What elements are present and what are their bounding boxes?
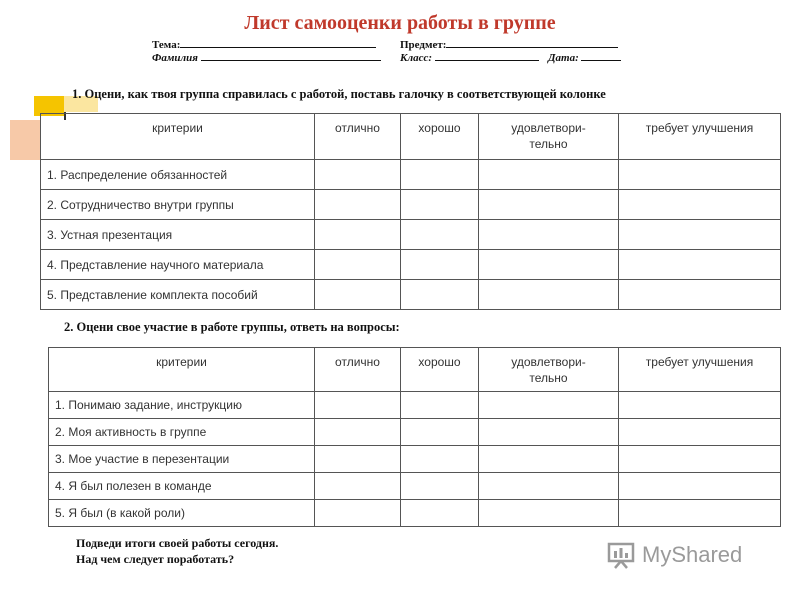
criterion-cell: 2. Моя активность в группе xyxy=(49,419,315,446)
mark-cell-good[interactable] xyxy=(401,500,479,527)
topic-line xyxy=(152,38,376,51)
mark-cell-excellent[interactable] xyxy=(315,250,401,280)
mark-cell-excellent[interactable] xyxy=(315,473,401,500)
mark-cell-needs-improvement[interactable] xyxy=(619,500,781,527)
group-evaluation-table xyxy=(40,113,781,310)
page-title: Лист самооценки работы в группе xyxy=(244,12,556,34)
mark-cell-satisfactory[interactable] xyxy=(479,280,619,310)
header-satisfactory: удовлетвори- тельно xyxy=(479,348,619,392)
mark-cell-satisfactory[interactable] xyxy=(479,392,619,419)
date-label: Дата: xyxy=(548,52,579,64)
header-criteria: критерии xyxy=(41,114,315,160)
mark-cell-good[interactable] xyxy=(401,392,479,419)
criterion-cell: 1. Распределение обязанностей xyxy=(41,160,315,190)
mark-cell-needs-improvement[interactable] xyxy=(619,220,781,250)
table-row xyxy=(41,190,781,220)
header-needs-improvement: требует улучшения xyxy=(619,348,781,392)
subject-blank xyxy=(446,38,618,48)
mark-cell-satisfactory[interactable] xyxy=(479,190,619,220)
criterion-cell: 3. Устная презентация xyxy=(41,220,315,250)
mark-cell-excellent[interactable] xyxy=(315,280,401,310)
criterion-cell: 5. Представление комплекта пособий xyxy=(41,280,315,310)
table-row xyxy=(49,392,781,419)
class-blank xyxy=(435,51,539,61)
watermark-logo xyxy=(606,538,742,572)
subject-label: Предмет: xyxy=(400,39,447,51)
surname-blank xyxy=(201,51,381,61)
header-good: хорошо xyxy=(401,348,479,392)
mark-cell-needs-improvement[interactable] xyxy=(619,280,781,310)
mark-cell-needs-improvement[interactable] xyxy=(619,250,781,280)
mark-cell-satisfactory[interactable] xyxy=(479,500,619,527)
header-excellent: отлично xyxy=(315,348,401,392)
section1-question: 1. Оцени, как твоя группа справилась с работой, поставь галочку в соответствующей колонке xyxy=(72,87,606,101)
date-blank xyxy=(581,51,621,61)
mark-cell-excellent[interactable] xyxy=(315,392,401,419)
mark-cell-good[interactable] xyxy=(401,220,479,250)
mark-cell-needs-improvement[interactable] xyxy=(619,392,781,419)
topic-label: Тема: xyxy=(152,39,181,51)
presentation-board-icon xyxy=(606,540,636,570)
criterion-cell: 4. Представление научного материала xyxy=(41,250,315,280)
mark-cell-needs-improvement[interactable] xyxy=(619,190,781,220)
table-row xyxy=(41,250,781,280)
table-header-row xyxy=(41,114,781,160)
mark-cell-good[interactable] xyxy=(401,446,479,473)
mark-cell-needs-improvement[interactable] xyxy=(619,473,781,500)
criterion-cell: 4. Я был полезен в команде xyxy=(49,473,315,500)
table-header-row xyxy=(49,348,781,392)
mark-cell-excellent[interactable] xyxy=(315,446,401,473)
date-line xyxy=(548,51,621,64)
topic-blank xyxy=(180,38,376,48)
mark-cell-good[interactable] xyxy=(401,190,479,220)
class-label: Класс: xyxy=(400,52,433,64)
header-needs-improvement: требует улучшения xyxy=(619,114,781,160)
mark-cell-good[interactable] xyxy=(401,473,479,500)
criterion-cell: 1. Понимаю задание, инструкцию xyxy=(49,392,315,419)
mark-cell-satisfactory[interactable] xyxy=(479,419,619,446)
mark-cell-needs-improvement[interactable] xyxy=(619,446,781,473)
mark-cell-satisfactory[interactable] xyxy=(479,160,619,190)
mark-cell-needs-improvement[interactable] xyxy=(619,160,781,190)
mark-cell-needs-improvement[interactable] xyxy=(619,419,781,446)
surname-line xyxy=(152,51,381,64)
class-line xyxy=(400,51,539,64)
mark-cell-excellent[interactable] xyxy=(315,190,401,220)
mark-cell-satisfactory[interactable] xyxy=(479,473,619,500)
table-row xyxy=(49,500,781,527)
summary-prompt xyxy=(76,535,278,567)
subject-line xyxy=(400,38,618,51)
mark-cell-satisfactory[interactable] xyxy=(479,446,619,473)
table-row xyxy=(49,446,781,473)
header-excellent: отлично xyxy=(315,114,401,160)
table-row xyxy=(41,280,781,310)
mark-cell-good[interactable] xyxy=(401,280,479,310)
mark-cell-good[interactable] xyxy=(401,250,479,280)
watermark-text: MyShared xyxy=(642,542,743,567)
header-good: хорошо xyxy=(401,114,479,160)
self-evaluation-table xyxy=(48,347,781,527)
table-row xyxy=(49,473,781,500)
section2-question: 2. Оцени свое участие в работе группы, ответь на вопросы: xyxy=(64,320,400,334)
criterion-cell: 5. Я был (в какой роли) xyxy=(49,500,315,527)
header-satisfactory: удовлетвори- тельно xyxy=(479,114,619,160)
table-row xyxy=(41,160,781,190)
criterion-cell: 3. Мое участие в перезентации xyxy=(49,446,315,473)
mark-cell-excellent[interactable] xyxy=(315,160,401,190)
mark-cell-satisfactory[interactable] xyxy=(479,250,619,280)
mark-cell-excellent[interactable] xyxy=(315,220,401,250)
summary-line-2: Над чем следует поработать? xyxy=(76,552,235,566)
mark-cell-satisfactory[interactable] xyxy=(479,220,619,250)
header-criteria: критерии xyxy=(49,348,315,392)
mark-cell-excellent[interactable] xyxy=(315,500,401,527)
table-row xyxy=(41,220,781,250)
table-row xyxy=(49,419,781,446)
mark-cell-good[interactable] xyxy=(401,419,479,446)
mark-cell-excellent[interactable] xyxy=(315,419,401,446)
summary-line-1: Подведи итоги своей работы сегодня. xyxy=(76,536,279,550)
mark-cell-good[interactable] xyxy=(401,160,479,190)
decor-peach-square xyxy=(10,120,40,160)
surname-label: Фамилия xyxy=(152,52,198,64)
criterion-cell: 2. Сотрудничество внутри группы xyxy=(41,190,315,220)
